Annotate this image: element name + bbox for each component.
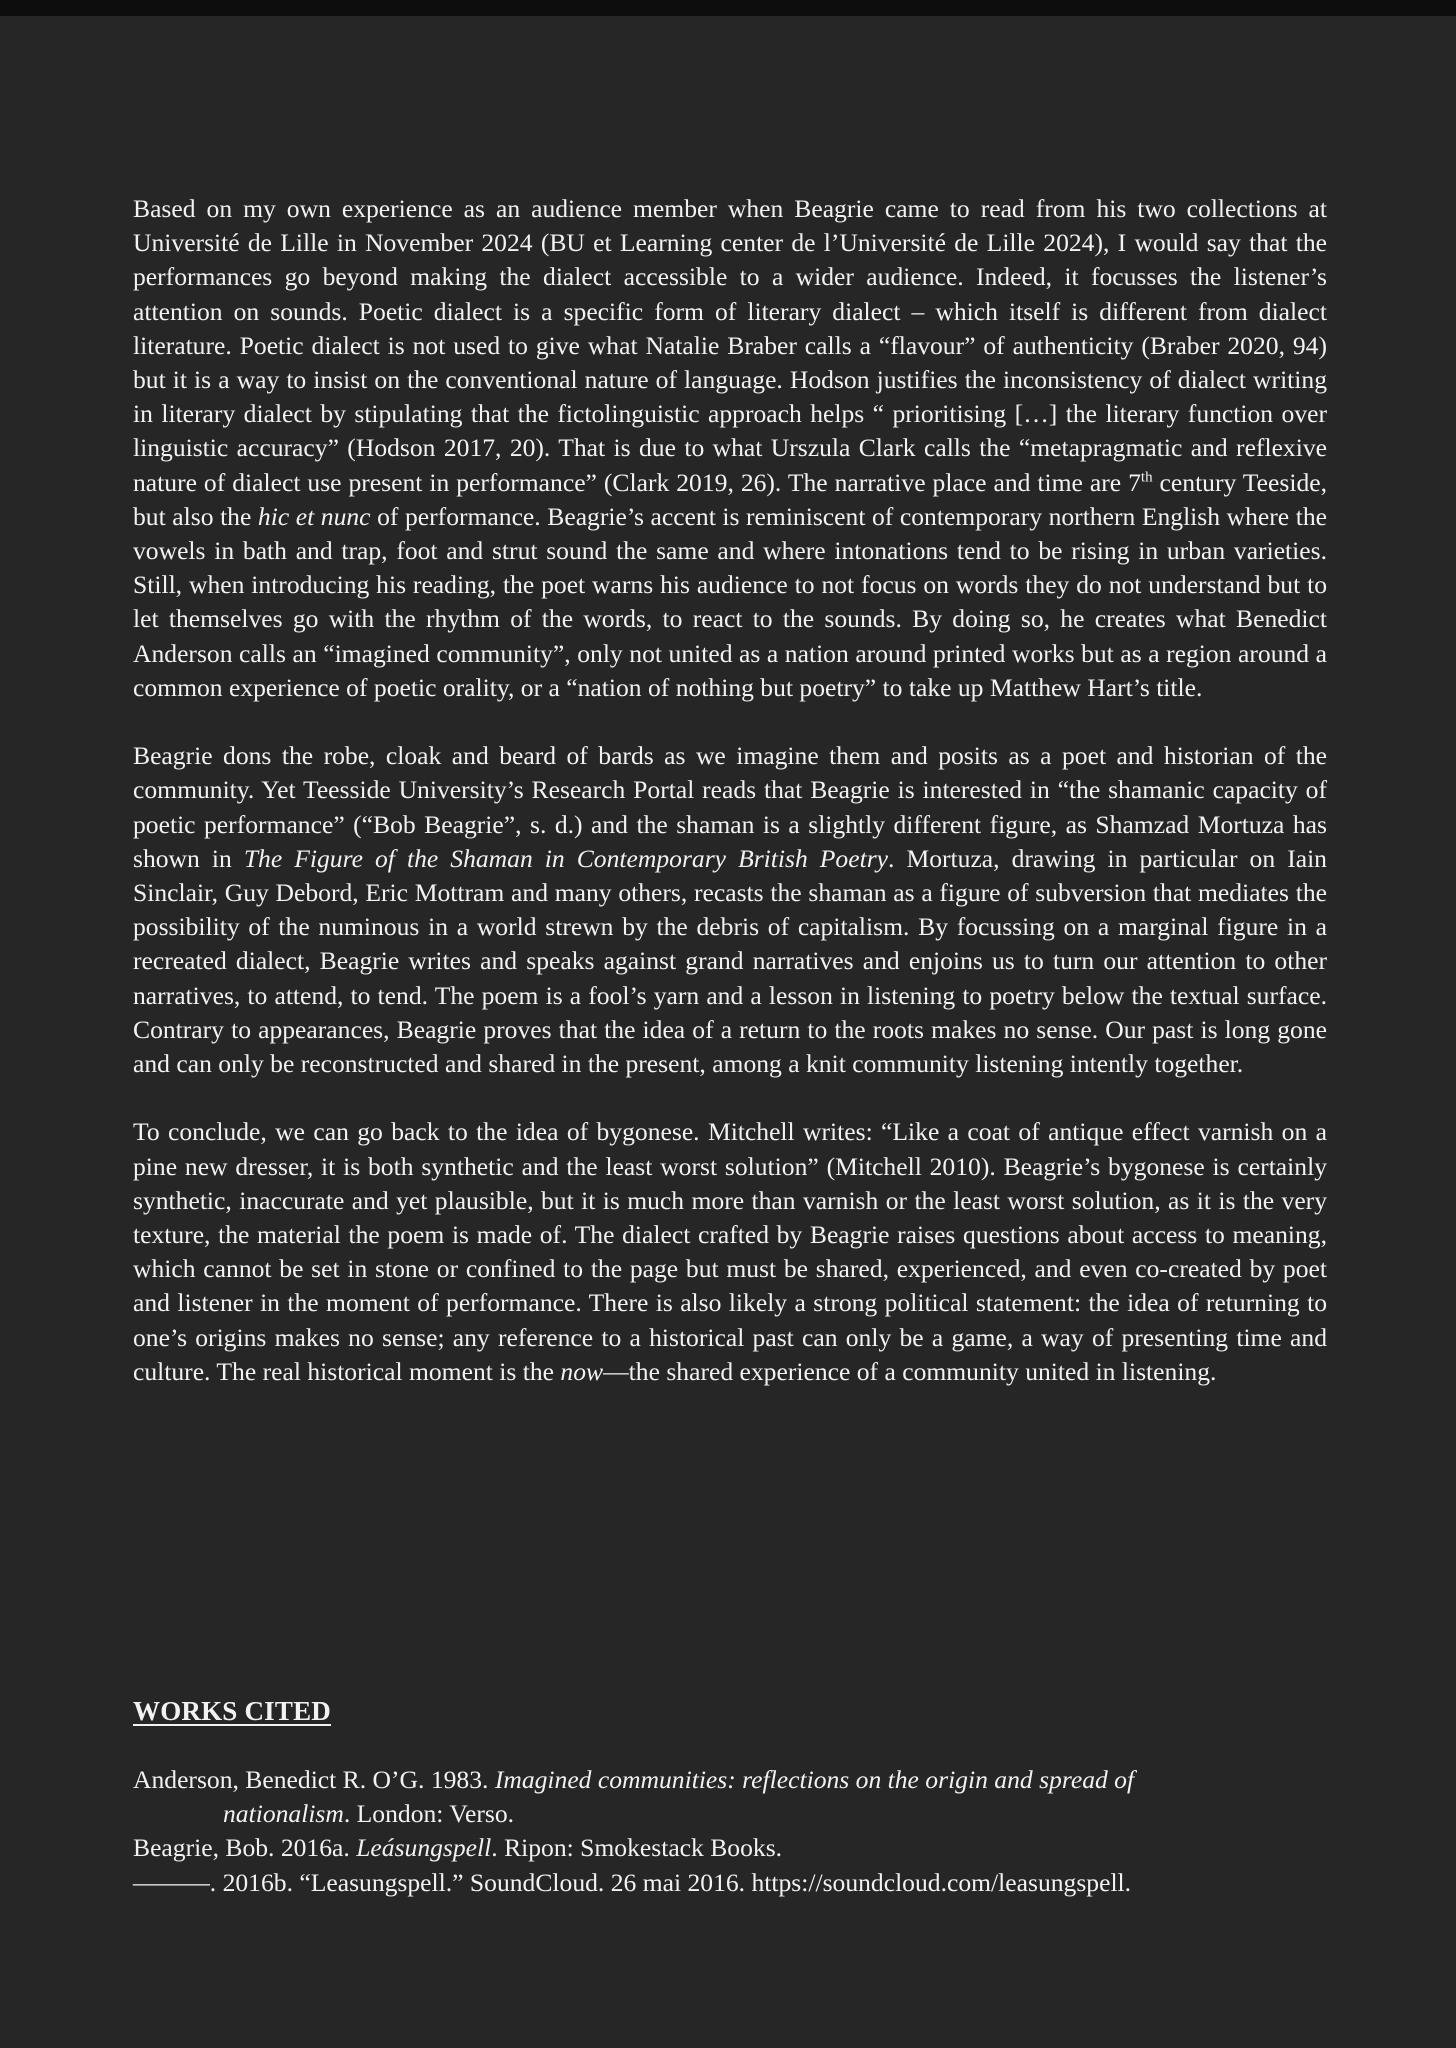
text-run: of performance. Beagrie’s accent is reminiscent of contemporary northern English where the vowels in bath and trap, foot and strut sound the same and where intonations tend to be rising in urban varieties. Still, when introducing his reading, the poet warns his audience to not focus on words they do not understand but to let themselves go with the rhythm of the words, to react to the sounds. By doing so, he creates what Benedict Anderson calls an “imagined community”, only not united as a nation around printed works but as a region around a common experience of poetic orality, or a “nation of nothing but poetry” to take up Matthew Hart’s title.	[133, 501, 1327, 702]
reference-anderson	[133, 1763, 1327, 1831]
italic-phrase: hic et nunc	[257, 501, 371, 531]
text-run: Beagrie dons the robe, cloak and beard of bards as we imagine them and posits as a poet and historian of the community. Yet Teesside University’s Research Portal reads that Beagrie is interested in “the shamanic capacity of poetic performance” (“Bob Beagrie”, s. d.) and the shaman is a slightly different figure, as Shamzad Mortuza has shown in	[133, 741, 1327, 873]
document-page	[133, 192, 1328, 1897]
text-run: century Teeside, but also the	[133, 467, 1328, 531]
paragraph-1	[133, 192, 1327, 705]
paragraph-3	[133, 1115, 1327, 1389]
works-cited-list	[133, 1763, 1327, 1900]
text-run: . Mortuza, drawing in particular on Iain Sinclair, Guy Debord, Eric Mottram and many others, recasts the shaman as a figure of subversion that mediates the possibility of the numinous in a world strewn by the debris of capitalism. By focussing on a marginal figure in a recreated dialect, Beagrie writes and speaks against grand narratives and enjoins us to turn our attention to other narratives, to attend, to tend. The poem is a fool’s yarn and a lesson in listening to poetry below the textual surface. Contrary to appearances, Beagrie proves that the idea of a return to the roots makes no sense. Our past is long gone and can only be reconstructed and shared in the present, among a knit community listening intently together.	[133, 843, 1327, 1079]
reference-beagrie-2016a	[133, 1831, 1327, 1865]
reference-text: Anderson, Benedict R. O’G. 1983.	[133, 1765, 495, 1794]
reference-text: Beagrie, Bob. 2016a.	[133, 1833, 357, 1863]
reference-continuation	[133, 1797, 514, 1831]
reference-text: ———. 2016b. “Leasungspell.” SoundCloud. 26 mai 2016. https://soundcloud.com/leasungspell.	[133, 1867, 1132, 1897]
text-run: Based on my own experience as an audience member when Beagrie came to read from his two collections at Université de Lille in November 2024 (BU et Learning center de l’Université de Lille 2024), I would say that the performances go beyond making the dialect accessible to a wider audience. Indeed, it focusses the listener’s attention on sounds. Poetic dialect is a specific form of literary dialect – which itself is different from dialect literature. Poetic dialect is not used to give what Natalie Braber calls a “flavour” of authenticity (Braber 2020, 94) but it is a way to insist on the conventional nature of language. Hodson justifies the inconsistency of dialect writing in literary dialect by stipulating that the fictolinguistic approach helps “ prioritising […] the literary function over linguistic accuracy” (Hodson 2017, 20). That is due to what Urszula Clark calls the “metapragmatic and reflexive nature of dialect use present in performance” (Clark 2019, 26). The narrative place and time are 7	[133, 194, 1327, 497]
paragraph-2	[133, 739, 1327, 1081]
top-bar	[0, 0, 1456, 16]
text-run: —the shared experience of a community united in listening.	[603, 1356, 1217, 1386]
reference-title: nationalism	[223, 1799, 344, 1829]
text-run: To conclude, we can go back to the idea of bygonese. Mitchell writes: “Like a coat of antique effect varnish on a pine new dresser, it is both synthetic and the least worst solution” (Mitchell 2010). Beagrie’s bygonese is certainly synthetic, inaccurate and yet plausible, but it is much more than varnish or the least worst solution, as it is the very texture, the material the poem is made of. The dialect crafted by Beagrie raises questions about access to meaning, which cannot be set in stone or confined to the page but must be shared, experienced, and even co-created by poet and listener in the moment of performance. There is also likely a strong political statement: the idea of returning to one’s origins makes no sense; any reference to a historical past can only be a game, a way of presenting time and culture. The real historical moment is the	[133, 1117, 1327, 1386]
reference-title: Imagined communities: reflections on the origin and spread of	[494, 1765, 1135, 1794]
italic-title: The Figure of the Shaman in Contemporary British Poetry	[243, 843, 889, 873]
superscript: th	[1140, 469, 1153, 486]
reference-text: . London: Verso.	[343, 1799, 515, 1829]
reference-beagrie-2016b	[133, 1866, 1327, 1900]
reference-title: Leásungspell	[356, 1833, 492, 1863]
reference-text: . Ripon: Smokestack Books.	[491, 1833, 783, 1863]
works-cited-heading: WORKS CITED	[133, 1696, 331, 1726]
italic-word: now	[560, 1356, 604, 1386]
